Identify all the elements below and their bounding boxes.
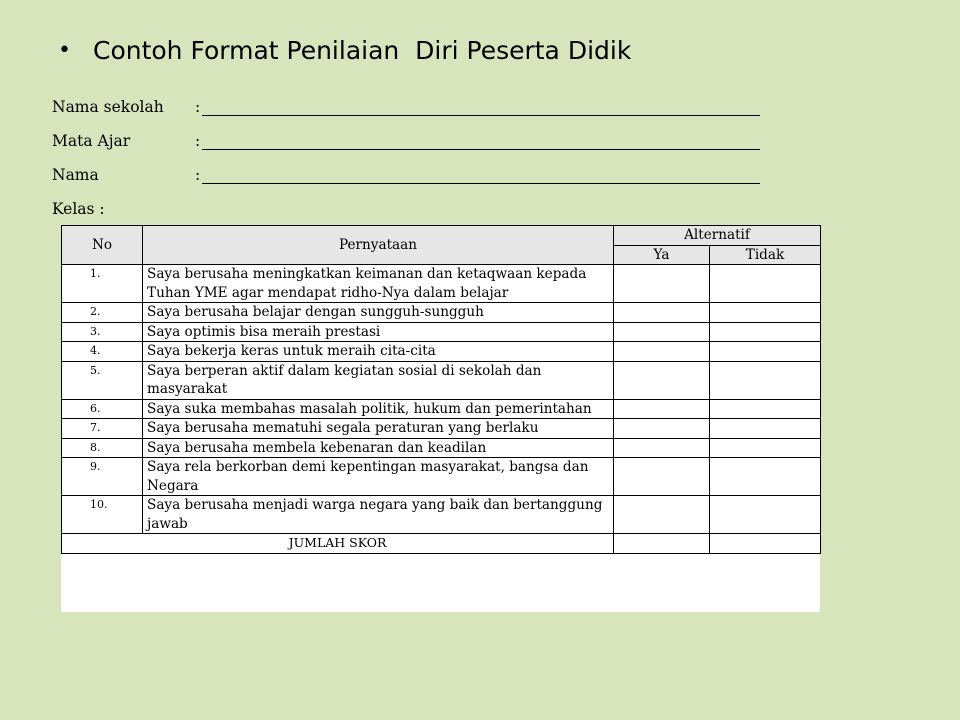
- row-statement: Saya optimis bisa meraih prestasi: [143, 322, 614, 342]
- row-number: 1.: [62, 265, 143, 303]
- name-colon: :: [195, 166, 201, 184]
- table-row: [62, 303, 821, 323]
- answer-yes-cell[interactable]: [614, 458, 710, 496]
- answer-yes-cell[interactable]: [614, 496, 710, 534]
- header-no-answer: Tidak: [710, 245, 821, 265]
- header-yes: Ya: [614, 245, 710, 265]
- row-statement: Saya berusaha menjadi warga negara yang baik dan bertanggung jawab: [143, 496, 614, 534]
- header-statement: Pernyataan: [143, 226, 614, 265]
- name-label: Nama: [52, 166, 99, 184]
- name-blank-line: [202, 183, 760, 184]
- row-number: 3.: [62, 322, 143, 342]
- total-yes-cell[interactable]: [614, 534, 710, 554]
- header-alternatives: Alternatif: [614, 226, 821, 246]
- header-no: No: [62, 226, 143, 265]
- row-number: 4.: [62, 342, 143, 362]
- answer-no-cell[interactable]: [710, 342, 821, 362]
- answer-yes-cell[interactable]: [614, 322, 710, 342]
- row-number: 9.: [62, 458, 143, 496]
- answer-no-cell[interactable]: [710, 458, 821, 496]
- answer-yes-cell[interactable]: [614, 419, 710, 439]
- table-row: [62, 458, 821, 496]
- answer-no-cell[interactable]: [710, 438, 821, 458]
- row-statement: Saya suka membahas masalah politik, hukum dan pemerintahan: [143, 399, 614, 419]
- table-row: [62, 342, 821, 362]
- answer-no-cell[interactable]: [710, 303, 821, 323]
- subject-colon: :: [195, 132, 201, 150]
- answer-yes-cell[interactable]: [614, 342, 710, 362]
- row-statement: Saya berusaha membela kebenaran dan keadilan: [143, 438, 614, 458]
- class-label: Kelas :: [52, 200, 105, 218]
- subject-label: Mata Ajar: [52, 132, 131, 150]
- assessment-sheet: [61, 225, 820, 612]
- answer-yes-cell[interactable]: [614, 361, 710, 399]
- table-body: [62, 265, 821, 534]
- slide-title: Contoh Format Penilaian Diri Peserta Didik: [92, 36, 632, 65]
- table-row: [62, 419, 821, 439]
- row-number: 8.: [62, 438, 143, 458]
- row-number: 6.: [62, 399, 143, 419]
- total-no-cell[interactable]: [710, 534, 821, 554]
- row-statement: Saya berusaha meningkatkan keimanan dan ketaqwaan kepada Tuhan YME agar mendapat ridho-Nya dalam belajar: [143, 265, 614, 303]
- answer-no-cell[interactable]: [710, 361, 821, 399]
- row-number: 7.: [62, 419, 143, 439]
- table-row: [62, 399, 821, 419]
- answer-yes-cell[interactable]: [614, 265, 710, 303]
- answer-no-cell[interactable]: [710, 265, 821, 303]
- slide-title-row: [58, 36, 631, 65]
- answer-yes-cell[interactable]: [614, 438, 710, 458]
- row-number: 2.: [62, 303, 143, 323]
- row-statement: Saya berusaha mematuhi segala peraturan yang berlaku: [143, 419, 614, 439]
- table-row: [62, 361, 821, 399]
- row-statement: Saya bekerja keras untuk meraih cita-cita: [143, 342, 614, 362]
- row-statement: Saya rela berkorban demi kepentingan masyarakat, bangsa dan Negara: [143, 458, 614, 496]
- table-row: [62, 322, 821, 342]
- answer-yes-cell[interactable]: [614, 303, 710, 323]
- row-number: 5.: [62, 361, 143, 399]
- table-row: [62, 265, 821, 303]
- school-blank-line: [202, 115, 760, 116]
- answer-no-cell[interactable]: [710, 399, 821, 419]
- subject-blank-line: [202, 149, 760, 150]
- total-score-label: JUMLAH SKOR: [62, 534, 614, 554]
- row-statement: Saya berusaha belajar dengan sungguh-sungguh: [143, 303, 614, 323]
- answer-no-cell[interactable]: [710, 419, 821, 439]
- row-statement: Saya berperan aktif dalam kegiatan sosial di sekolah dan masyarakat: [143, 361, 614, 399]
- table-row: [62, 496, 821, 534]
- assessment-table: [61, 225, 821, 554]
- answer-no-cell[interactable]: [710, 322, 821, 342]
- answer-yes-cell[interactable]: [614, 399, 710, 419]
- school-colon: :: [195, 98, 201, 116]
- bullet-icon: •: [58, 37, 71, 63]
- table-row: [62, 438, 821, 458]
- answer-no-cell[interactable]: [710, 496, 821, 534]
- school-label: Nama sekolah: [52, 98, 164, 116]
- row-number: 10.: [62, 496, 143, 534]
